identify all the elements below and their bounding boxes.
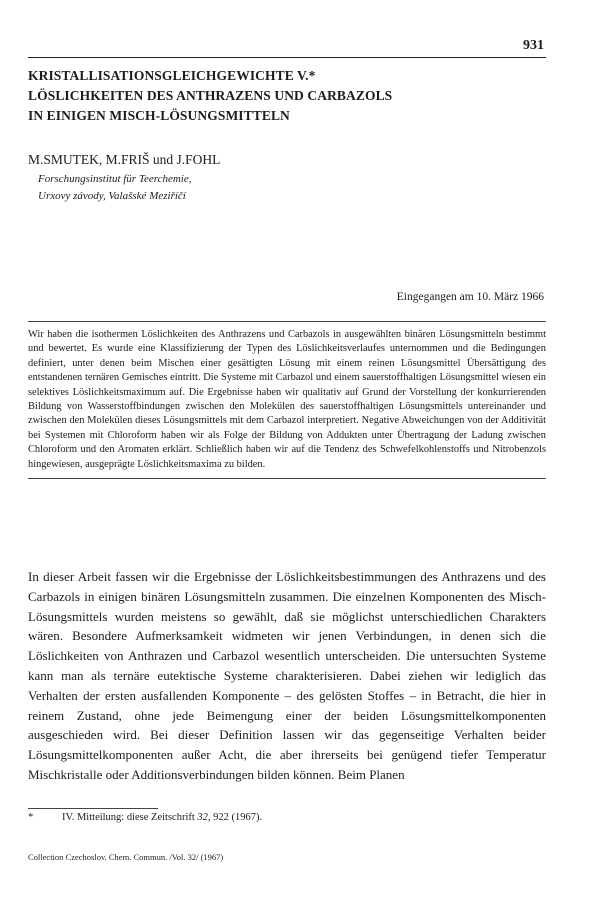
institute-line: Urxovy závody, Valašské Meziříčí (38, 190, 186, 202)
footnote-volume: 32 (197, 812, 208, 823)
footnote (28, 812, 262, 823)
title-line: KRISTALLISATIONSGLEICHGEWICHTE V.* (28, 68, 316, 83)
title-line: IN EINIGEN MISCH-LÖSUNGSMITTELN (28, 108, 290, 123)
footnote-text: IV. Mitteilung: diese Zeitschrift (62, 812, 198, 823)
article-title (28, 66, 546, 126)
page-number: 931 (523, 38, 544, 53)
body-paragraph: In dieser Arbeit fassen wir die Ergebnisse der Löslichkeitsbestimmungen des Anthrazens und des Carbazols in einigen binären Lösungsmitteln zusammen. Die einzelnen Komponenten des Misch-Lösungsmittels wurden meistens so gewählt, daß sie möglichst unterschiedlichen Charakters wären. Besondere Aufmerksamkeit widmeten wir jenen Verbindungen, in denen sich die Löslichkeiten von Anthrazen und Carbazol wesentlich unterscheiden. Die untersuchten Systeme kann man als ternäre eutektische Systeme charakterisieren. Dabei ziehen wir lediglich das Verhalten der ersten ausfallenden Komponente – des gelösten Stoffes – in Betracht, die hier in reinem Zustand, ohne jede Beimengung einer der beiden Lösungsmittelkomponenten ausgeschieden wird. Bei dieser Definition lassen wir das gegenseitige Verhalten beider Lösungsmittelkomponenten außer Acht, die aber ihrerseits bei genügend tiefer Temperatur Mischkristalle oder Additionsverbindungen bilden können. Beim Planen (28, 569, 546, 782)
header-rule (28, 57, 546, 58)
footnote-rule (28, 808, 158, 809)
title-line: LÖSLICHKEITEN DES ANTHRAZENS UND CARBAZOLS (28, 88, 393, 103)
abstract-text: Wir haben die isothermen Löslichkeiten des Anthrazens und Carbazols in ausgewählten binären Lösungsmitteln bestimmt und bewertet. Es wurde eine Klassifizierung der Typen des Löslichkeitsverlaufes unternommen und die Bedingungen definiert, unter denen beim Mischen einer gesättigten Lösung mit einem reinen Lösungsmittel Übersättigung des entstandenen ternären Gemisches eintritt. Die Systeme mit Carbazol und einem sauerstoffhaltigen Lösungsmittel wiesen ein selektives Löslichkeitsmaximum auf. Die Ergebnisse haben wir qualitativ auf Grund der Vorstellung der konkurrierenden Bildung von Wasserstoffbindungen zwischen den Molekülen des sauerstoffhaltigen Lösungsmittels untereinander und zwischen den Molekülen dieses Lösungsmittels mit dem Carbazol interpretiert. Negative Abweichungen von der Additivität bei Systemen mit Chloroform haben wir als Folge der Bildung von Addukten unter Übertragung der Ladung zwischen Chloroform und den Aromaten erklärt. Schließlich haben wir auf die Tendenz des Schwefelkohlenstoffs und Nitrobenzols hingewiesen, ausgeprägte Löslichkeitsmaxima zu bilden. (28, 329, 546, 470)
institute-line: Forschungsinstitut für Teerchemie, (38, 173, 192, 185)
journal-footer: Collection Czechoslov. Chem. Commun. /Vol. 32/ (1967) (28, 852, 224, 862)
authors: M.SMUTEK, M.FRIŠ und J.FOHL (28, 152, 221, 167)
footnote-marker: * (28, 812, 34, 823)
footnote-text-end: , 922 (1967). (207, 812, 263, 823)
abstract-box (28, 321, 546, 479)
received-date: Eingegangen am 10. März 1966 (396, 291, 544, 303)
institute (38, 171, 191, 205)
